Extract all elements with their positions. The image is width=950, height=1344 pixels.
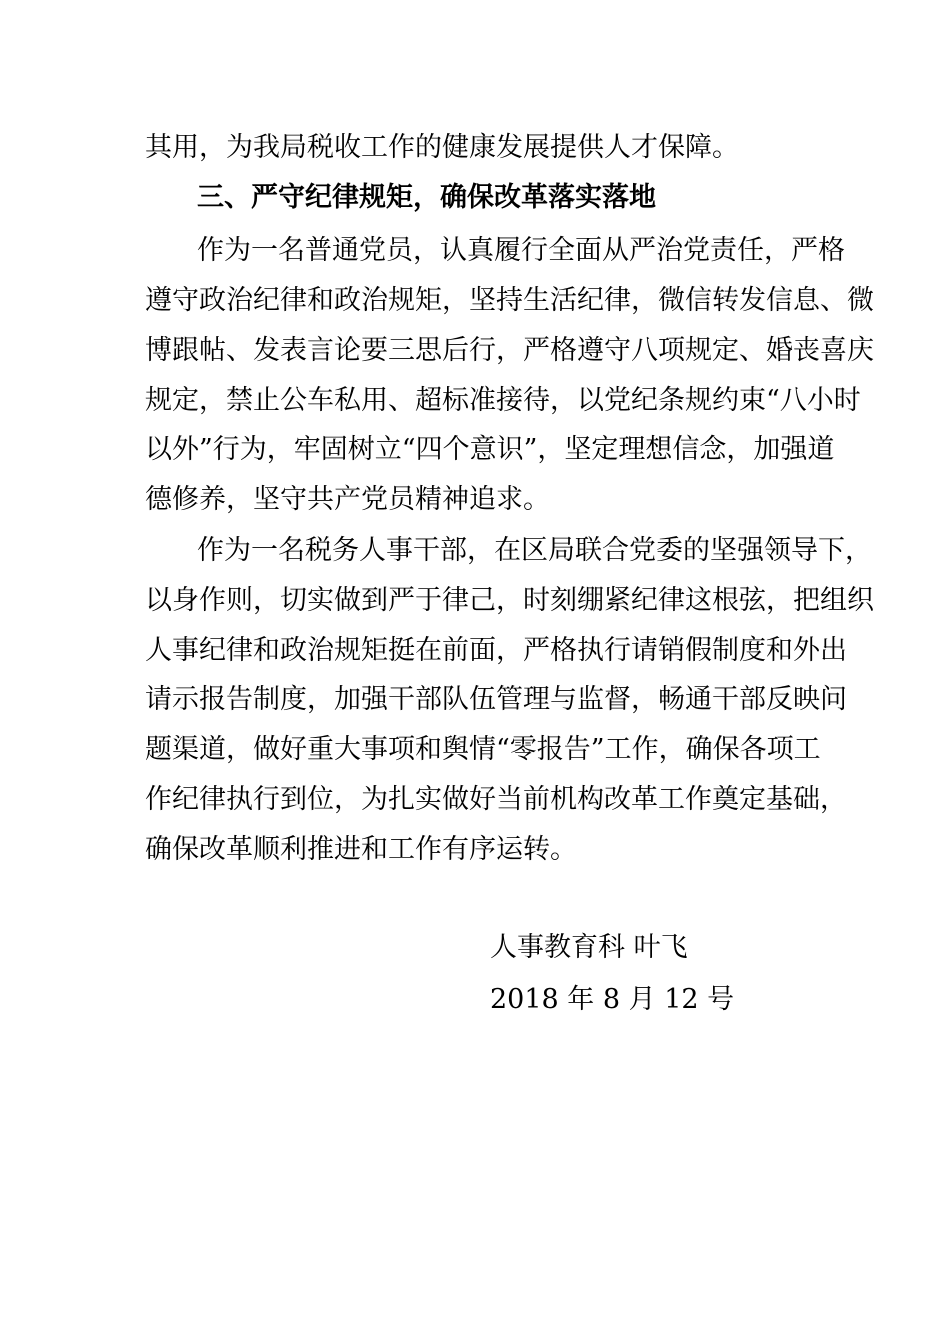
paragraph-line: 题渠道，做好重大事项和舆情“零报告”工作，确保各项工 (145, 734, 821, 765)
paragraph-line: 博跟帖、发表言论要三思后行，严格遵守八项规定、婚丧喜庆 (145, 335, 874, 366)
paragraph-line: 以身作则，切实做到严于律己，时刻绷紧纪律这根弦，把组织 (145, 585, 874, 616)
paragraph-line: 以外”行为，牢固树立“四个意识”，坚定理想信念，加强道 (145, 434, 835, 465)
continuation-line: 其用，为我局税收工作的健康发展提供人才保障。 (145, 132, 739, 163)
paragraph-line: 确保改革顺利推进和工作有序运转。 (145, 834, 577, 865)
section-heading: 三、严守纪律规矩，确保改革落实落地 (197, 182, 656, 213)
paragraph-line: 作为一名普通党员，认真履行全面从严治党责任，严格 (197, 235, 845, 266)
paragraph-line: 作为一名税务人事干部，在区局联合党委的坚强领导下， (197, 535, 872, 566)
paragraph-line: 作纪律执行到位，为扎实做好当前机构改革工作奠定基础， (145, 784, 847, 815)
signature-author: 人事教育科 叶飞 (490, 932, 688, 963)
signature-date: 2018 年 8 月 12 号 (490, 984, 735, 1015)
paragraph-line: 人事纪律和政治规矩挺在前面，严格执行请销假制度和外出 (145, 635, 847, 666)
paragraph-line: 德修养，坚守共产党员精神追求。 (145, 484, 550, 515)
paragraph-line: 规定，禁止公车私用、超标准接待，以党纪条规约束“八小时 (145, 385, 861, 416)
paragraph-line: 请示报告制度，加强干部队伍管理与监督，畅通干部反映问 (145, 684, 847, 715)
paragraph-line: 遵守政治纪律和政治规矩，坚持生活纪律，微信转发信息、微 (145, 285, 874, 316)
